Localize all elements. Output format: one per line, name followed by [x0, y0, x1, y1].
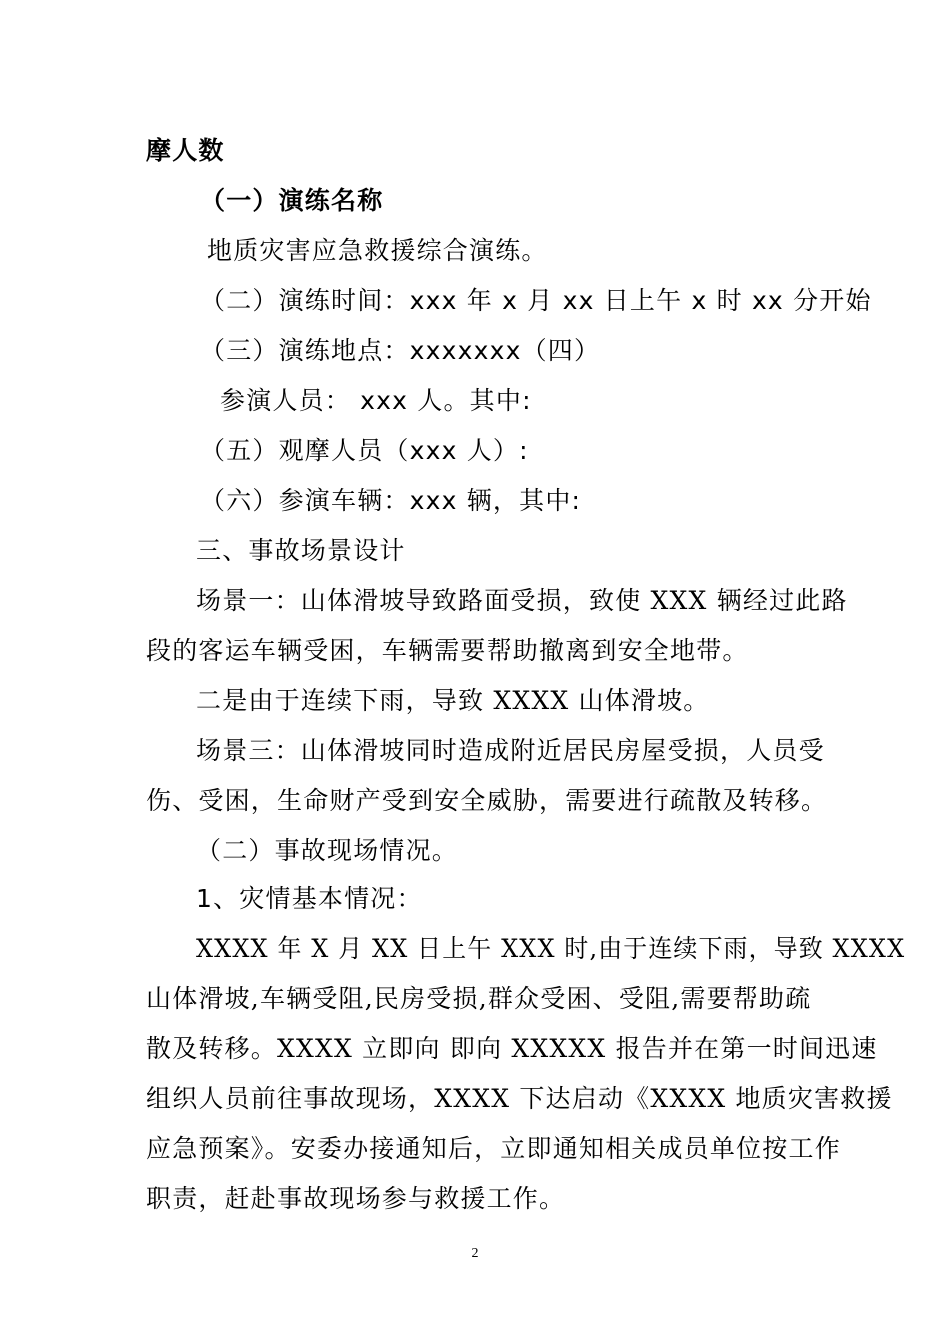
page-number: 2	[471, 1246, 479, 1261]
drill-time-line: （二）演练时间：xxx 年 x 月 xx 日上午 x 时 xx 分开始	[200, 286, 872, 315]
drill-name-text: 地质灾害应急救援综合演练。	[207, 236, 548, 265]
scenario-three-line-2: 伤、受困，生命财产受到安全威胁，需要进行疏散及转移。	[146, 786, 828, 815]
section-heading-scenario: 三、事故场景设计	[196, 536, 406, 565]
heading-continuation: 摩人数	[146, 136, 225, 165]
disaster-paragraph-line-2: 山体滑坡,车辆受阻,民房受损,群众受困、受阻,需要帮助疏	[146, 984, 812, 1013]
scenario-two-line: 二是由于连续下雨，导致 XXXX 山体滑坡。	[196, 686, 710, 715]
disaster-paragraph-line-5: 应急预案》。安委办接通知后，立即通知相关成员单位按工作	[146, 1134, 841, 1163]
section-heading-disaster-basics: 1、灾情基本情况：	[196, 884, 423, 913]
drill-location-line: （三）演练地点：xxxxxxx（四）	[200, 336, 601, 365]
scenario-three-line-1: 场景三：山体滑坡同时造成附近居民房屋受损，人员受	[196, 736, 825, 765]
section-heading-accident-site: （二）事故现场情况。	[196, 836, 459, 865]
section-heading-drill-name: （一）演练名称	[200, 186, 384, 215]
observers-line: （五）观摩人员（xxx 人）:	[200, 436, 529, 465]
participants-line: 参演人员： xxx 人。其中:	[220, 386, 532, 415]
scenario-one-line-2: 段的客运车辆受困，车辆需要帮助撤离到安全地带。	[146, 636, 749, 665]
scenario-one-line-1: 场景一：山体滑坡导致路面受损，致使 XXX 辆经过此路	[196, 586, 848, 615]
disaster-paragraph-line-4: 组织人员前往事故现场，XXXX 下达启动《XXXX 地质灾害救援	[146, 1084, 893, 1113]
disaster-paragraph-line-1: XXXX 年 X 月 XX 日上午 XXX 时,由于连续下雨，导致 XXXX	[196, 934, 906, 963]
vehicles-line: （六）参演车辆：xxx 辆，其中:	[200, 486, 582, 515]
disaster-paragraph-line-3: 散及转移。XXXX 立即向 即向 XXXXX 报告并在第一时间迅速	[146, 1034, 878, 1063]
disaster-paragraph-line-6: 职责，赶赴事故现场参与救援工作。	[146, 1184, 566, 1213]
